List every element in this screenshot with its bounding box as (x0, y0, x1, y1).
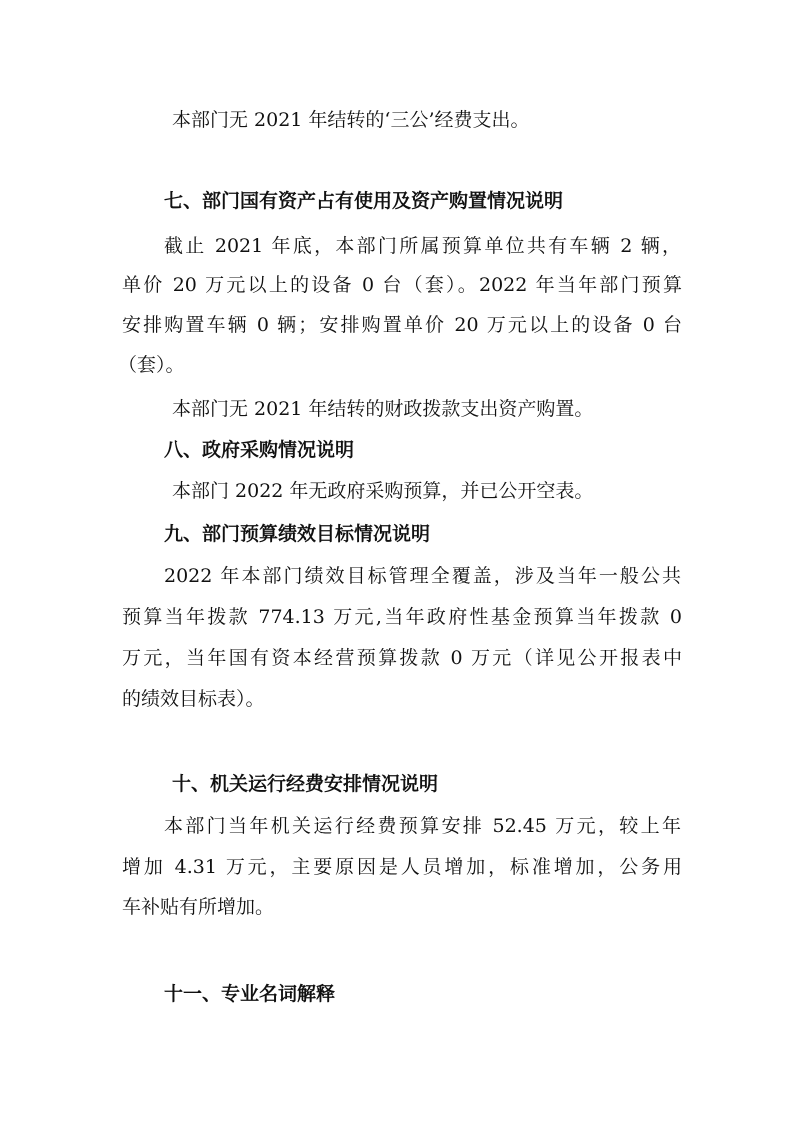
section-7-heading: 七、部门国有资产占有使用及资产购置情况说明 (164, 190, 564, 212)
section-10-para-line3: 车补贴有所增加。 (122, 896, 275, 918)
paragraph-sangong-carryover: 本部门无 2021 年结转的‘三公’经费支出。 (172, 109, 530, 131)
section-7-para1-line4: （套）。 (118, 354, 185, 376)
section-11-heading: 十一、专业名词解释 (164, 983, 336, 1005)
section-7-para2: 本部门无 2021 年结转的财政拨款支出资产购置。 (172, 398, 594, 420)
section-7-para1-line2: 单价 20 万元以上的设备 0 台（套）。2022 年当年部门预算 (122, 274, 682, 296)
section-9-para-line1: 2022 年本部门绩效目标管理全覆盖，涉及当年一般公共 (164, 565, 681, 587)
section-8-para: 本部门 2022 年无政府采购预算，并已公开空表。 (172, 480, 594, 502)
section-8-heading: 八、政府采购情况说明 (164, 439, 355, 461)
section-9-para-line4: 的绩效目标表）。 (122, 688, 265, 710)
section-10-heading: 十、机关运行经费安排情况说明 (172, 773, 439, 795)
section-10-para-line2: 增加 4.31 万元，主要原因是人员增加，标准增加，公务用 (122, 856, 682, 878)
section-9-para-line2: 预算当年拨款 774.13 万元,当年政府性基金预算当年拨款 0 (122, 606, 682, 628)
section-7-para1-line3: 安排购置车辆 0 辆；安排购置单价 20 万元以上的设备 0 台 (122, 314, 682, 336)
section-10-para-line1: 本部门当年机关运行经费预算安排 52.45 万元，较上年 (164, 815, 681, 837)
section-7-para1-line1: 截止 2021 年底，本部门所属预算单位共有车辆 2 辆， (164, 235, 681, 257)
section-9-heading: 九、部门预算绩效目标情况说明 (164, 523, 431, 545)
section-9-para-line3: 万元，当年国有资本经营预算拨款 0 万元（详见公开报表中 (122, 647, 682, 669)
